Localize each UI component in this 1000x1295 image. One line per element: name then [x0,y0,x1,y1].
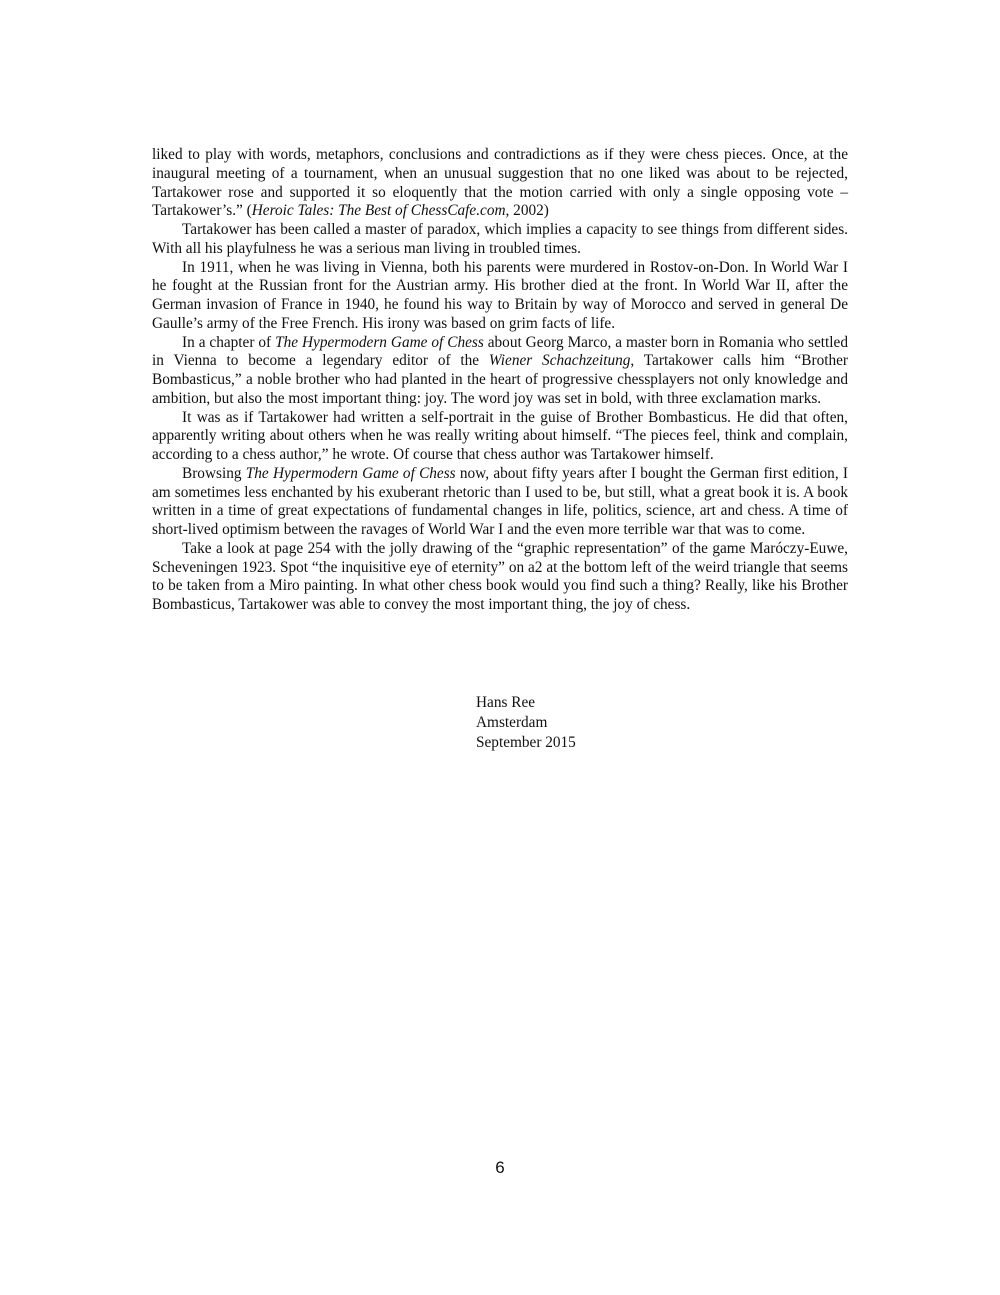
paragraph-2: Tartakower has been called a master of paradox, which implies a capacity to see things from different sides. With all his playfulness he was a serious man living in troubled times. [152,221,848,257]
paragraph-4 [152,334,848,409]
paragraph-6-text-b: now, about fifty years after I bought the German first edition, I am sometimes less enchanted by his exuberant rhetoric than I used to be, but still, what a great book it is. A book written in a time of great expectations of fundamental changes in life, politics, science, art and chess. A time of short-lived optimism between the ravages of World War I and the even more terrible war that was to come. [152,464,848,538]
author-name: Hans Ree [476,694,536,711]
paragraph-6-text-a: Browsing [182,464,246,482]
paragraph-4-text-c: , Tartakower calls him “Brother Bombasticus,” a noble brother who had planted in the heart of progressive chessplayers not only knowledge and ambition, but also the most important thing: joy. The word joy was set in bold, with three exclamation marks. [152,352,849,407]
paragraph-6 [152,465,848,540]
paragraph-4-text-b: about Georg Marco, a master born in Romania who settled in Vienna to become a legendary editor of the [152,333,848,370]
paragraph-6-book-title: The Hypermodern Game of Chess [245,464,456,482]
paragraph-1-book-title: Heroic Tales: The Best of ChessCafe.com [251,202,506,220]
paragraph-4-journal-title: Wiener Schachzeitung [488,352,631,370]
paragraph-4-book-title: The Hypermodern Game of Chess [275,333,484,351]
paragraph-7: Take a look at page 254 with the jolly drawing of the “graphic representation” of the game Maróczy-Euwe, Scheveningen 1923. Spot “the inquisitive eye of eternity” on a2 at the bottom left of the weird triangle that seems to be taken from a Miro painting. In what other chess book would you find such a thing? Really, like his Brother Bombasticus, Tartakower was able to convey the most important thing, the joy of chess. [152,539,848,613]
paragraph-1-text-a: liked to play with words, metaphors, conclusions and contradictions as if they were chess pieces. Once, at the inaugural meeting of a tournament, when an unusual suggestion that no one liked was about to be rejected, Tartakower rose and supported it so eloquently that the motion carried with only a single opposing vote – Tartakower’s.” ( [152,146,848,220]
paragraph-1-text-b: , 2002) [505,202,549,220]
signature-date: September 2015 [476,734,576,751]
page-number: 6 [495,1158,505,1177]
signature-block [476,693,576,753]
paragraph-5: It was as if Tartakower had written a self-portrait in the guise of Brother Bombasticus. He did that often, apparently writing about others when he was really writing about himself. “The pieces feel, think and complain, according to a chess author,” he wrote. Of course that chess author was Tartakower himself. [152,408,848,463]
paragraph-1 [152,146,848,221]
main-text [152,146,848,615]
paragraph-3: In 1911, when he was living in Vienna, both his parents were murdered in Rostov-on-Don. In World War I he fought at the Russian front for the Austrian army. His brother died at the front. In World War II, after the German invasion of France in 1940, he found his way to Britain by way of Morocco and served in general De Gaulle’s army of the Free French. His irony was based on grim facts of life. [152,258,848,332]
paragraph-4-text-a: In a chapter of [182,333,276,351]
author-place: Amsterdam [476,714,548,731]
